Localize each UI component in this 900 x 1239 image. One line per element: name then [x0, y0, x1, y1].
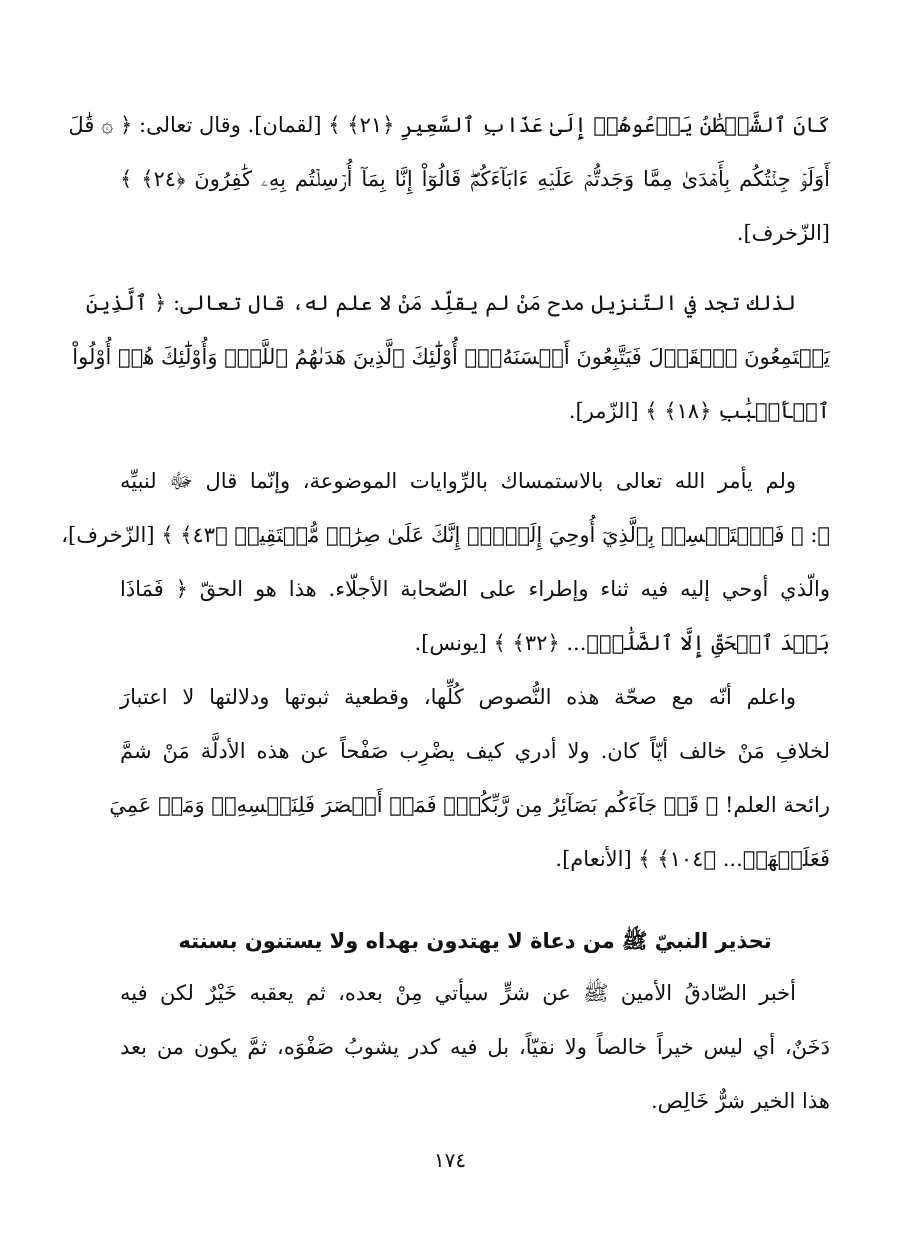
text-line: والّذي أوحي إليه فيه ثناء وإطراء على الصّحابة الأجلّاء. هذا هو الحقّ ﴿ فَمَاذَا — [120, 577, 830, 601]
text-line: هذا الخير شرٌّ خَالِص. — [650, 1089, 830, 1113]
text-line: دَخَنٌ، أي ليس خيراً خالصاً ولا نقيّاً، بل فيه كدر يشوبُ صَفْوَه، ثمَّ يكون من بعد — [120, 1035, 830, 1059]
text-line: واعلم أنّه مع صحّة هذه النُّصوص كُلِّها، وقطعية ثبوتها ودلالتها لا اعتبارَ — [120, 685, 796, 709]
text-line: ولم يأمر الله تعالى بالاستمساك بالرِّوايات الموضوعة، وإنّما قال ﷻ لنبيِّه — [120, 469, 796, 493]
text-line: كَانَ ٱلشَّيۡطَٰنُ يَدۡعُوهُمۡ إِلَىٰ عَذَابِ ٱلسَّعِيرِ ﴿٢١﴾ ﴾ [لقمان]. وقال تعالى: ﴿ ۞ قَٰلَ — [68, 113, 830, 137]
text-line: [الزّخرف]. — [736, 221, 830, 245]
text-line: فَعَلَيۡهَاۚ... ﴿١٠٤﴾ ﴾ [الأنعام]. — [555, 847, 830, 871]
text-line: بَعۡدَ ٱلۡحَقِّ إِلَّا ٱلضَّلَٰلُۖ... ﴿٣٢﴾ ﴾ [يونس]. — [414, 631, 830, 655]
text-line: رائحة العلم! ﴿ قَدۡ جَآءَكُم بَصَآئِرُ مِن رَّبِّكُمۡۖ فَمَنۡ أَبۡصَرَ فَلِنَفۡسِهِۦۖ وَمَنۡ عَمِيَ — [109, 793, 830, 817]
text-line: ٱلۡأَلۡبَٰبِ ﴿١٨﴾ ﴾ [الزّمر]. — [568, 399, 830, 423]
text-line: أخبر الصّادقُ الأمين ﷺ عن شرٍّ سيأتي مِنْ بعده، ثم يعقبه خَيْرٌ لكن فيه — [120, 981, 796, 1005]
body-text — [61, 98, 830, 1128]
text-line: يَسۡتَمِعُونَ ٱلۡقَوۡلَ فَيَتَّبِعُونَ أَحۡسَنَهُۥٓۚ أُوْلَٰٓئِكَ ٱلَّذِينَ هَدَىٰهُمُ ٱللَّهُۖ وَأُوْلَٰٓئِكَ هُمۡ أُوْلُواْ — [72, 345, 830, 369]
page-number: ١٧٤ — [433, 1148, 467, 1172]
text-line: ﷺ: ﴿ فَٱسۡتَمۡسِكۡ بِٱلَّذِيٓ أُوحِيَ إِلَيۡكَۖ إِنَّكَ عَلَىٰ صِرَٰطٖ مُّسۡتَقِيمٖ ﴿٤٣﴾ ﴾ [الزّخرف]، — [61, 523, 830, 547]
section-heading: تحذير النبيّ ﷺ من دعاة لا يهتدون بهداه ولا يستنون بسنته — [178, 929, 772, 953]
text-line: أَوَلَوۡ جِئۡتُكُم بِأَهۡدَىٰ مِمَّا وَجَدتُّمۡ عَلَيۡهِ ءَابَآءَكُمۡۖ قَالُوٓاْ إِنَّا بِمَآ أُرۡسِلۡتُم بِهِۦ كَٰفِرُونَ ﴿٢٤﴾ ﴾ — [120, 167, 830, 191]
text-line: لذلك تجد في التّنزيل مدح مَنْ لم يقلِّد مَنْ لا علم له، قال تعالى: ﴿ ٱلَّذِينَ — [85, 291, 796, 315]
text-line: لخلافِ مَنْ خالف أيّاً كان. ولا أدري كيف يضْرِب صَفْحاً عن هذه الأدلَّة مَنْ شمَّ — [120, 739, 830, 763]
